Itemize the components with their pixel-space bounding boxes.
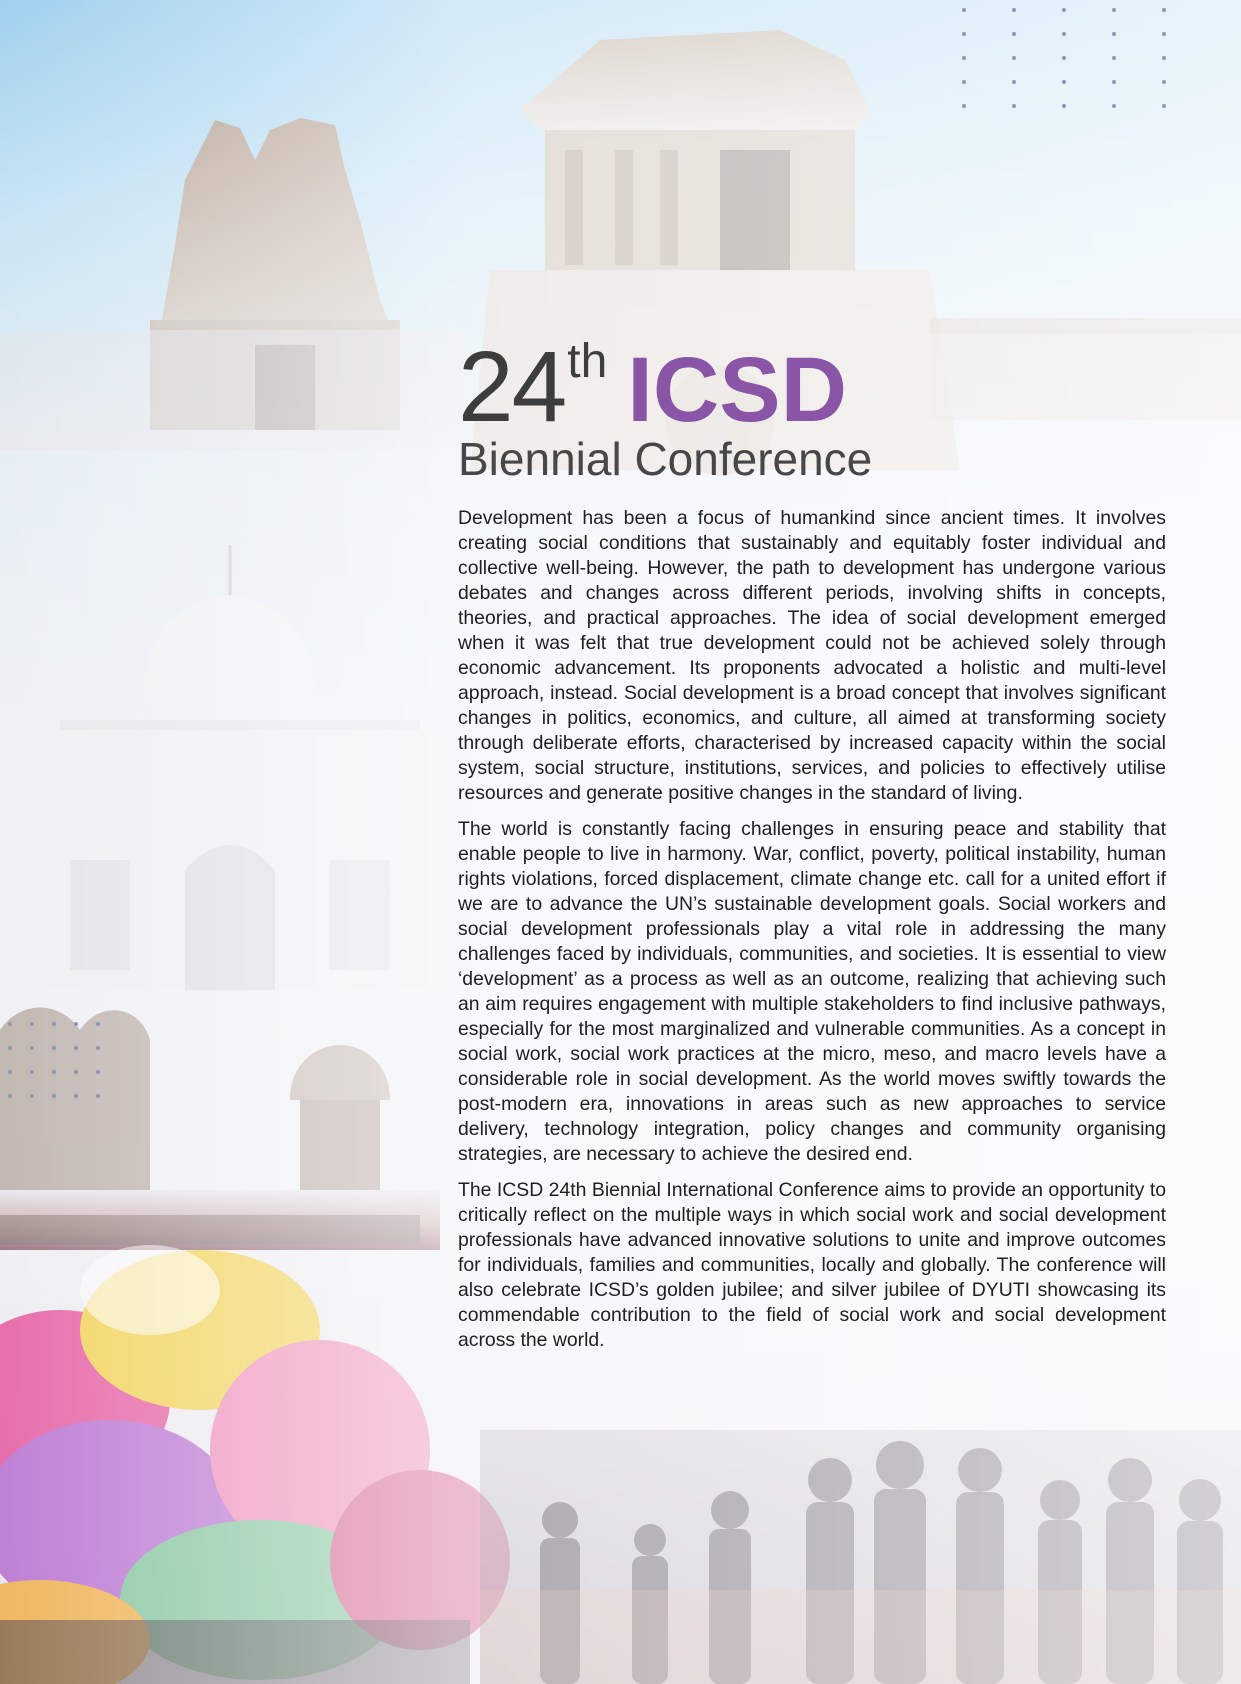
conference-title (458, 330, 1178, 445)
dot-grid-decoration-top (962, 8, 1166, 108)
paragraph-2: The world is constantly facing challenges in ensuring peace and stability that enable people to live in harmony. War, conflict, poverty, political instability, human rights violations, forced displacement, climate change etc. call for a united effort if we are to advance the UN’s sustainable development goals. Social workers and social development professionals play a vital role in addressing the many challenges faced by individuals, communities, and societies. It is essential to view ‘development’ as a process as well as an outcome, realizing that achieving such an aim requires engagement with multiple stakeholders to find inclusive pathways, especially for the most marginalized and vulnerable communities. As a concept in social work, social work practices at the micro, meso, and macro levels have a considerable role in social development. As the world moves swiftly towards the post-modern era, innovations in areas such as new approaches to service delivery, technology integration, policy changes and community organising strategies, are necessary to achieve the desired end. (458, 818, 1166, 1165)
ordinal-suffix: th (567, 335, 608, 388)
paragraph-1: Development has been a focus of humankind since ancient times. It involves creating social conditions that sustainably and equitably foster individual and collective well-being. However, the path to development has undergone various debates and changes across different periods, involving shifts in concepts, theories, and practical approaches. The idea of social development emerged when it was felt that true development could not be achieved solely through economic advancement. Its proponents advocated a holistic and multi-level approach, instead. Social development is a broad concept that involves significant changes in politics, economics, and culture, all aimed at transforming society through deliberate efforts, characterised by increased capacity within the social system, social structure, institutions, services, and policies to effectively utilise resources and generate positive changes in the standard of living. (458, 507, 1166, 804)
edition-number: 24 (458, 331, 566, 443)
paragraph-3: The ICSD 24th Biennial International Conference aims to provide an opportunity to critically reflect on the multiple ways in which social work and social development professionals have advanced innovative solutions to unite and improve outcomes for individuals, families and communities, locally and globally. The conference will also celebrate ICSD’s golden jubilee; and silver jubilee of DYUTI showcasing its commendable contribution to the field of social work and social development across the world. (458, 1179, 1166, 1351)
dot-grid-decoration-left (8, 1022, 100, 1098)
icsd-acronym: ICSD (627, 339, 848, 441)
article-body (458, 506, 1166, 1364)
conference-subtitle: Biennial Conference (458, 433, 873, 485)
